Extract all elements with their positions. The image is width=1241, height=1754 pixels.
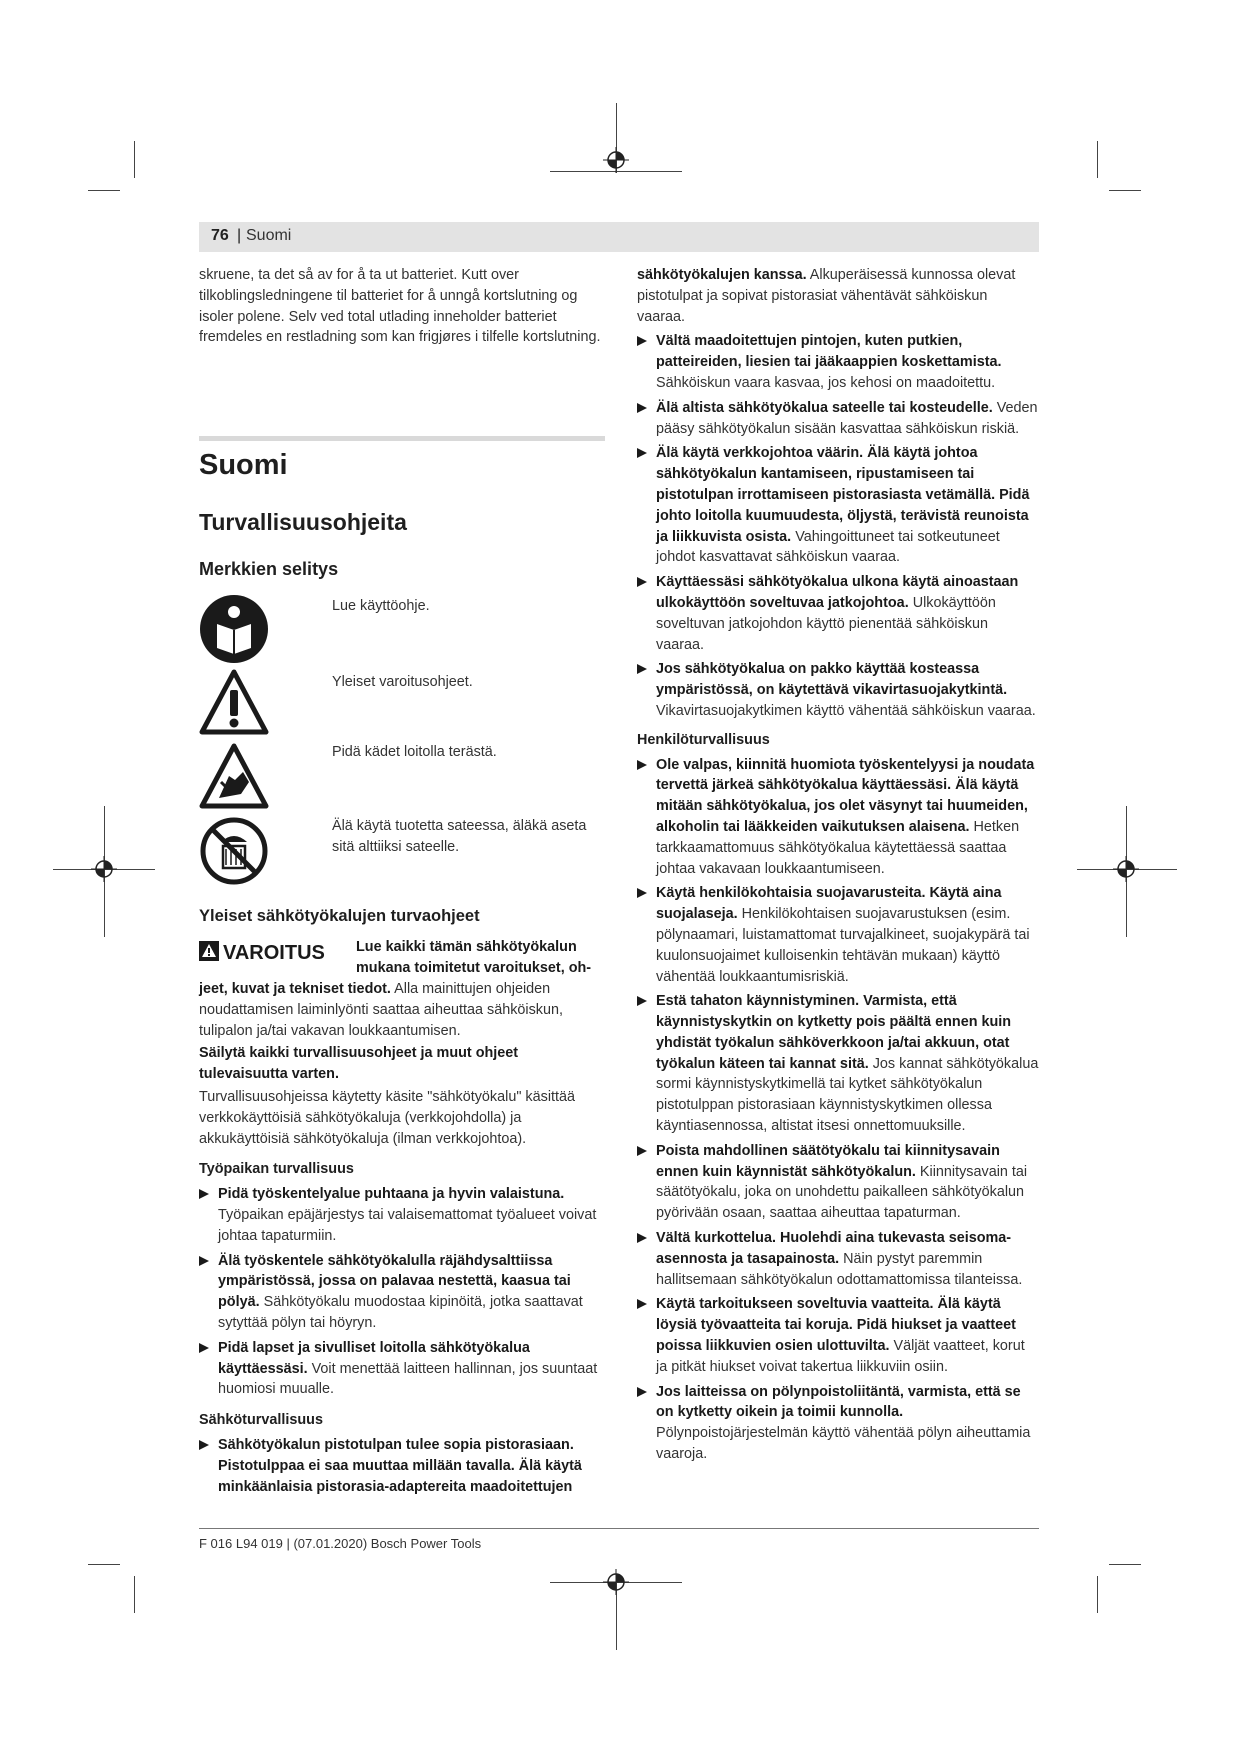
footer-rule: [199, 1528, 1039, 1529]
list-item: Älä käytä verkkojohtoa väärin. Älä käytä johtoa sähkötyökalun kantamiseen, ripustamiseen tai pistotulpan irrottamiseen pistorasiasta vetämällä. Pidä johto loitolla kuumuudesta, öljystä, terävistä reunoista ja liikkuvista osista. Vahingoittuneet tai sotkeutuneet johdot kasvattavat sähköiskun vaaraa.: [637, 443, 1039, 568]
registration-mark-icon: [1113, 856, 1139, 882]
warning-label: VAROITUS: [223, 942, 325, 964]
warning-bold-continued: jeet, kuvat ja tekniset tiedot.: [199, 981, 391, 997]
bullet-triangle-icon: [199, 1343, 209, 1353]
bullet-triangle-icon: [637, 403, 647, 413]
bullet-triangle-icon: [199, 1256, 209, 1266]
section-title-electrical: Sähköturvallisuus: [199, 1412, 323, 1429]
continued-bold: sähkötyökalujen kanssa.: [637, 267, 807, 283]
bullet-triangle-icon: [637, 1387, 647, 1397]
symbol-text: Pidä kädet loitolla terästä.: [332, 744, 497, 760]
header-separator: |: [237, 227, 242, 244]
registration-mark-icon: [603, 147, 629, 173]
symbol-row: [199, 742, 605, 812]
bullet-triangle-icon: [637, 336, 647, 346]
bullet-triangle-icon: [637, 996, 647, 1006]
registration-mark-icon: [91, 856, 117, 882]
page-footer: F 016 L94 019 | (07.01.2020) Bosch Power Tools: [199, 1536, 482, 1551]
no-rain-icon: [199, 816, 269, 886]
list-item: Ole valpas, kiinnitä huomiota työskentelyysi ja noudata tervettä järkeä sähkötyökalua käyttäessäsi. Älä käytä mitään sähkötyökalua, jos olet väsynyt tai huumeiden, alkoholin tai lääkkeiden vaikutuksen alaisena. Hetken tarkkaamattomuus sähkötyökalua käytettäessä saattaa johtaa vakavaan loukkaantumiseen.: [637, 755, 1039, 880]
bullet-triangle-icon: [637, 448, 647, 458]
hand-blade-warning-icon: [199, 742, 269, 812]
header-language: Suomi: [246, 227, 292, 244]
list-item: Käytä tarkoitukseen soveltuvia vaatteita. Älä käytä löysiä työvaatteita tai koruja. Pidä hiukset ja vaatteet poissa liikkuvien osien ulottuvilta. Väljät vaatteet, korut ja pitkät hiukset voivat takertua liikkuviin osiin.: [637, 1294, 1039, 1377]
continued-text: Alkuperäisessä kunnossa olevat pistotulpat ja sopivat pistorasiat vähentävät sähköiskun vaaraa.: [637, 267, 1016, 325]
section-title-symbols: Merkkien selitys: [199, 559, 339, 579]
bullet-triangle-icon: [637, 888, 647, 898]
right-column: [637, 265, 1039, 1465]
section-title-personal: Henkilöturvallisuus: [637, 731, 770, 748]
bullet-triangle-icon: [637, 577, 647, 587]
bullet-triangle-icon: [637, 1233, 647, 1243]
section-title-language: Suomi: [199, 449, 288, 481]
left-column-intro: [199, 265, 607, 348]
symbol-row: [199, 668, 605, 738]
section-title-safety: Turvallisuusohjeita: [199, 509, 407, 535]
list-item: Vältä maadoitettujen pintojen, kuten putkien, patteireiden, liesien tai jääkaappien koskettamista. Sähköiskun vaara kasvaa, jos kehosi on maadoitettu.: [637, 331, 1039, 393]
page-header: [199, 222, 1039, 252]
section-title-general: Yleiset sähkötyökalujen turvaohjeet: [199, 907, 480, 925]
bullet-triangle-icon: [637, 1146, 647, 1156]
list-item: Estä tahaton käynnistyminen. Varmista, että käynnistyskytkin on kytketty pois päältä ennen kuin yhdistät työkalun sähköverkkoon ja/tai akkuun, otat työkalun käteen tai kannat sitä. Jos kannat sähkötyökalua sormi käynnistyskytkimellä tai kytket sähkötyökalun pistotulppan pistorasiaan käynnistyskytkimen ollessa käyntiasennossa, altistat itsesi onnettomuuksille.: [637, 991, 1039, 1137]
symbol-text: Älä käytä tuotetta sateessa, äläkä aseta sitä alttiiksi sateelle.: [332, 818, 587, 855]
list-item: Älä altista sähkötyökalua sateelle tai kosteudelle. Veden pääsy sähkötyökalun sisään kasvattaa sähköiskun riskiä.: [637, 398, 1039, 440]
registration-mark-icon: [603, 1569, 629, 1595]
keep-instructions: Säilytä kaikki turvallisuusohjeet ja muut ohjeet tulevaisuutta varten.: [199, 1045, 519, 1083]
list-item: Poista mahdollinen säätötyökalu tai kiinnitysavain ennen kuin käynnistät sähkötyökalun. Kiinnitysavain tai säätötyökalu, joka on unohdettu paikalleen sähkötyökalun pyörivään osaan, saattaa aiheuttaa tapaturman.: [637, 1141, 1039, 1224]
list-item: Jos sähkötyökalua on pakko käyttää kosteassa ympäristössä, on käytettävä vikavirtasuojakytkintä. Vikavirtasuojakytkimen käyttö vähentää sähköiskun vaaraa.: [637, 659, 1039, 721]
bullet-triangle-icon: [199, 1440, 209, 1450]
section-title-workplace: Työpaikan turvallisuus: [199, 1161, 354, 1178]
warning-block: [199, 937, 607, 1497]
warning-bold-text: Lue kaikki tämän sähkötyökalun mukana toimitetut varoitukset, oh-: [356, 939, 592, 976]
list-item: Vältä kurkottelua. Huolehdi aina tukevasta seisoma-asennosta ja tasapainosta. Näin pystyt paremmin hallitsemaan sähkötyökalun odottamattomissa tilanteissa.: [637, 1228, 1039, 1290]
symbol-row: [199, 816, 605, 886]
symbol-text: Lue käyttöohje.: [332, 598, 430, 614]
term-paragraph: Turvallisuusohjeissa käytetty käsite "sähkötyökalu" käsittää verkkokäyttöisiä sähkötyökaluja (verkkojohdolla) ja akkukäyttöisiä sähkötyökaluja (ilman verkkojohtoa).: [199, 1088, 576, 1147]
warning-triangle-icon: [199, 941, 219, 961]
list-item: Pidä lapset ja sivulliset loitolla sähkötyökalua käyttäessäsi. Voit menettää laitteen hallinnan, jos suuntaat huomiosi muualle.: [199, 1338, 607, 1400]
bullet-triangle-icon: [199, 1189, 209, 1199]
list-item: Sähkötyökalun pistotulpan tulee sopia pistorasiaan. Pistotulppaa ei saa muuttaa millään tavalla. Älä käytä minkäänlaisia pistorasia-adaptereita maadoitettujen: [199, 1435, 607, 1497]
section-divider: [199, 436, 605, 441]
bullet-triangle-icon: [637, 1299, 647, 1309]
page-number: 76: [211, 227, 229, 244]
warning-badge: [199, 941, 325, 966]
read-manual-icon: [199, 594, 269, 664]
list-item: Käytä henkilökohtaisia suojavarusteita. Käytä aina suojalaseja. Henkilökohtaisen suojavarustuksen (esim. pölynaamari, luistamattomat turvajalkineet, suojakypärä tai kuulonsuojaimet kulloisenkin tehtävän mukaan) käyttö vähentää loukkaantumisriskiä.: [637, 883, 1039, 987]
list-item: Älä työskentele sähkötyökalulla räjähdysalttiissa ympäristössä, jossa on palavaa nestettä, kaasua tai pölyä. Sähkötyökalu muodostaa kipinöitä, jotka saattavat sytyttää pölyn tai höyryn.: [199, 1251, 607, 1334]
general-warning-icon: [199, 668, 269, 738]
symbol-text: Yleiset varoitusohjeet.: [332, 674, 473, 690]
intro-paragraph: skruene, ta det så av for å ta ut batteriet. Kutt over tilkoblingsledningene til batteriet for å unngå kortslutning og isoler polene. Selv ved total utlading inneholder batteriet fremdeles en restladning som kan frigjøres i tilfelle kortslutning.: [199, 267, 601, 346]
bullet-triangle-icon: [637, 760, 647, 770]
list-item: Käyttäessäsi sähkötyökalua ulkona käytä ainoastaan ulkokäyttöön soveltuvaa jatkojohtoa. Ulkokäyttöön soveltuvan jatkojohdon käyttö pienentää sähköiskun vaaraa.: [637, 572, 1039, 655]
symbol-row: [199, 594, 605, 664]
list-item: Jos laitteissa on pölynpoistoliitäntä, varmista, että se on kytketty oikein ja toimii kunnolla. Pölynpoistojärjestelmän käyttö vähentää pölyn aiheuttamia vaaroja.: [637, 1382, 1039, 1465]
bullet-triangle-icon: [637, 664, 647, 674]
list-item: Pidä työskentelyalue puhtaana ja hyvin valaistuna. Työpaikan epäjärjestys tai valaisemattomat työalueet voivat johtaa tapaturmiin.: [199, 1184, 607, 1246]
warning-text: Alla mainittujen ohjeiden noudattamisen laiminlyönti saattaa aiheuttaa sähköiskun, tulipalon ja/tai vakavan loukkaantumisen.: [199, 981, 563, 1039]
